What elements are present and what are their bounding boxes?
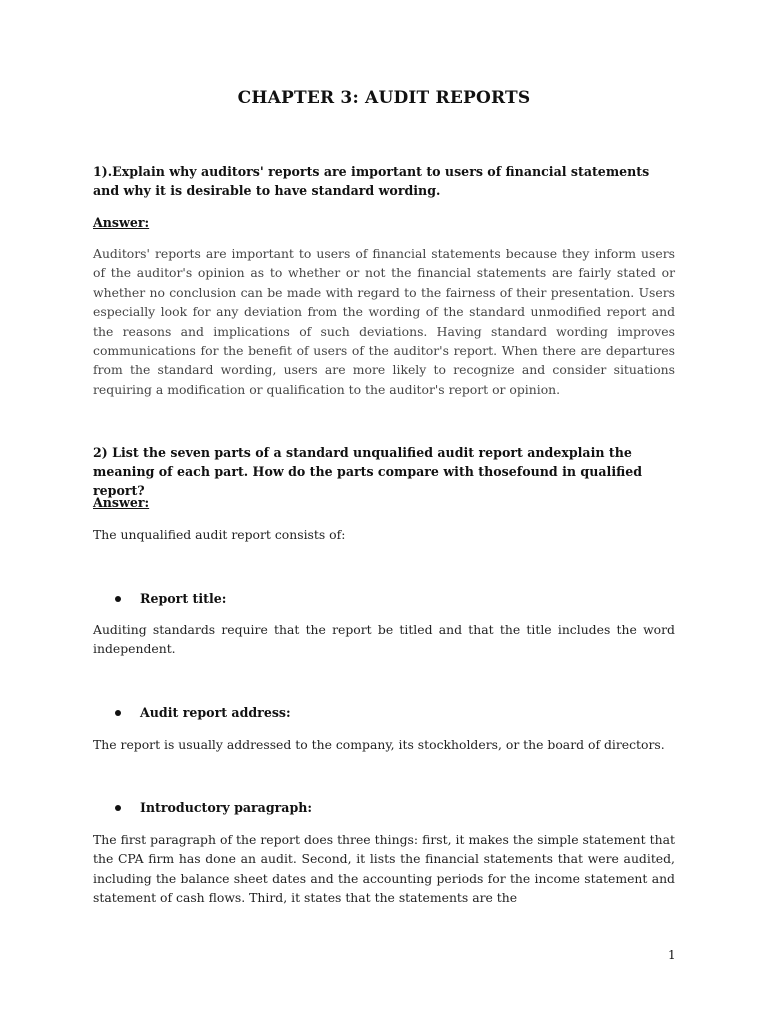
part-heading-text: Report title: bbox=[140, 591, 227, 606]
answer-1-label: Answer: bbox=[93, 215, 150, 230]
answer-2-label: Answer: bbox=[93, 495, 150, 510]
bullet-icon bbox=[115, 596, 121, 602]
answer-1-text: Auditors' reports are important to users of financial statements because they inform users of the auditor's opinion as to whether or not the financial statements are fairly stated or whether no conclusion can be made with regard to the fairness of their presentation. Users especially look for any deviation from the wording of the standard unmodified report and the reasons and implications of such deviations. Having standard wording improves communications for the benefit of users of the auditor's report. When there are departures from the standard wording, users are more likely to recognize and consider situations requiring a modification or qualification to the auditor's report or opinion. bbox=[93, 246, 675, 397]
part-text: The first paragraph of the report does three things: first, it makes the simple statement that the CPA firm has done an audit. Second, it lists the financial statements that were audited, including the balance sheet dates and the accounting periods for the income statement and statement of cash flows. Third, it states that the statements are the bbox=[93, 832, 675, 906]
part-heading bbox=[115, 798, 312, 817]
bullet-icon bbox=[115, 710, 121, 716]
bullet-icon bbox=[115, 805, 121, 811]
part-heading bbox=[115, 589, 226, 608]
part-text: Auditing standards require that the report be titled and that the title includes the word independent. bbox=[93, 622, 675, 657]
part-heading bbox=[115, 703, 291, 722]
question-1: 1).Explain why auditors' reports are important to users of financial statements and why it is desirable to have standard wording. bbox=[93, 164, 650, 198]
question-2: 2) List the seven parts of a standard unqualified audit report andexplain the meaning of each part. How do the parts compare with thosefound in qualified report? bbox=[93, 445, 643, 498]
page-title: CHAPTER 3: AUDIT REPORTS bbox=[237, 88, 531, 108]
answer-2-intro: The unqualified audit report consists of: bbox=[93, 527, 346, 542]
part-heading-text: Introductory paragraph: bbox=[140, 800, 313, 815]
page-number: 1 bbox=[668, 948, 676, 962]
part-heading-text: Audit report address: bbox=[140, 705, 291, 720]
part-text: The report is usually addressed to the company, its stockholders, or the board of directors. bbox=[93, 737, 665, 752]
